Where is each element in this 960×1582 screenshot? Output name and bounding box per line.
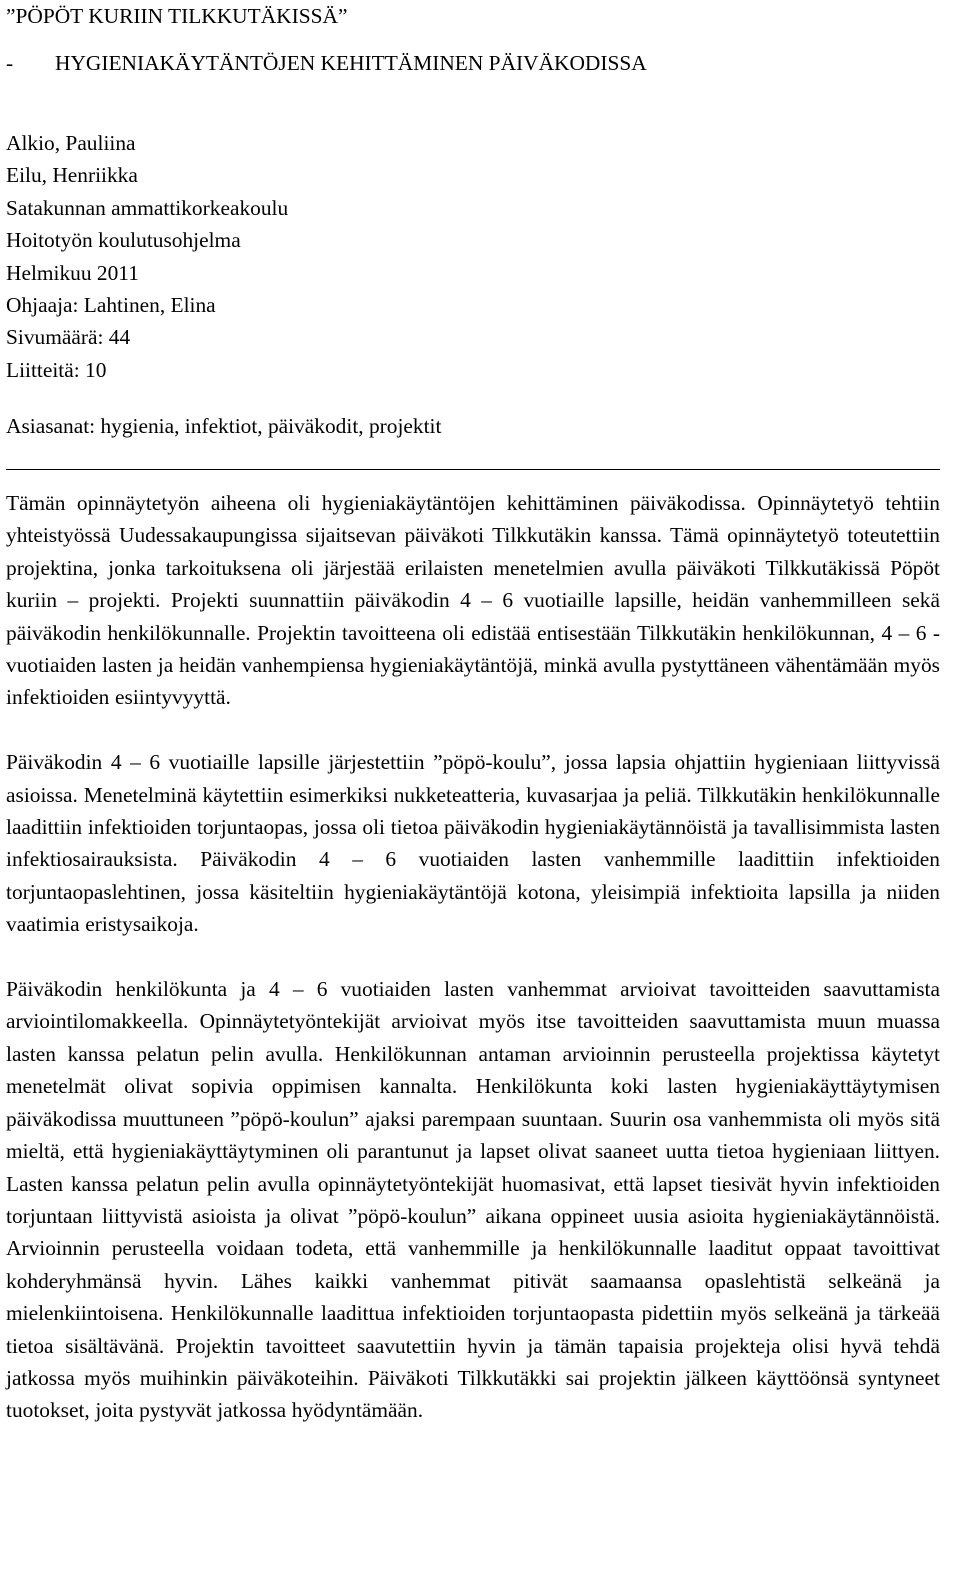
separator-rule xyxy=(6,469,940,470)
meta-page-count: Sivumäärä: 44 xyxy=(6,325,131,350)
meta-supervisor: Ohjaaja: Lahtinen, Elina xyxy=(6,292,216,317)
document-meta xyxy=(6,127,288,386)
meta-institution: Satakunnan ammattikorkeakoulu xyxy=(6,195,289,220)
meta-programme: Hoitotyön koulutusohjelma xyxy=(6,228,241,253)
meta-appendices: Liitteitä: 10 xyxy=(6,357,107,382)
subtitle-dash: - xyxy=(6,51,14,75)
document-keywords: Asiasanat: hygienia, infektiot, päiväkodit, projektit xyxy=(6,414,442,438)
document-subtitle: HYGIENIAKÄYTÄNTÖJEN KEHITTÄMINEN PÄIVÄKODISSA xyxy=(55,51,647,75)
abstract-body xyxy=(6,487,940,1427)
abstract-paragraph-2: Päiväkodin 4 – 6 vuotiaille lapsille järjestettiin ”pöpö-koulu”, jossa lapsia ohjattiin hygieniaan liittyvissä asioissa. Menetelminä käytettiin esimerkiksi nukketeatteria, kuvasarjaa ja peliä. Tilkkutäkin henkilökunnalle laadittiin infektioiden torjuntaopas, jossa oli tietoa päiväkodin hygieniakäytännöistä ja tavallisimmista lasten infektiosairauksista. Päiväkodin 4 – 6 vuotiaiden lasten vanhemmille laadittiin infektioiden torjuntaopaslehtinen, jossa käsiteltiin hygieniakäytäntöjä kotona, yleisimpiä infektioita lapsilla ja niiden vaatimia eristysaikoja. xyxy=(6,750,940,937)
meta-authors-2: Eilu, Henriikka xyxy=(6,163,138,188)
document-title: ”PÖPÖT KURIIN TILKKUTÄKISSÄ” xyxy=(6,4,348,28)
meta-date: Helmikuu 2011 xyxy=(6,260,139,285)
abstract-paragraph-3: Päiväkodin henkilökunta ja 4 – 6 vuotiaiden lasten vanhemmat arvioivat tavoitteiden saavuttamista arviointilomakkeella. Opinnäytetyöntekijät arvioivat myös itse tavoitteiden saavuttamista muun muassa lasten kanssa pelatun pelin avulla. Henkilökunnan antaman arvioinnin perusteella projektissa käytetyt menetelmät olivat sopivia oppimisen kannalta. Henkilökunta koki lasten hygieniakäyttäytymisen päiväkodissa muuttuneen ”pöpö-koulun” ajaksi parempaan suuntaan. Suurin osa vanhemmista oli myös sitä mieltä, että hygieniakäyttäytyminen oli parantunut ja lapset olivat saaneet uutta tietoa hygieniaan liittyen. Lasten kanssa pelatun pelin avulla opinnäytetyöntekijät huomasivat, että lapset tiesivät hyvin infektioiden torjuntaan liittyvistä asioista ja olivat ”pöpö-koulun” aikana oppineet uusia asioita hygieniakäytännöistä. Arvioinnin perusteella voidaan todeta, että vanhemmille ja henkilökunnalle laaditut oppaat tavoittivat kohderyhmänsä hyvin. Lähes kaikki vanhemmat pitivät saamaansa opaslehtistä selkeänä ja mielenkiintoisena. Henkilökunnalle laadittua infektioiden torjuntaopasta pidettiin myös selkeänä ja tärkeää tietoa sisältävänä. Projektin tavoitteet saavutettiin hyvin ja tämän tapaisia projekteja olisi hyvä tehdä jatkossa myös muihinkin päiväkoteihin. Päiväkoti Tilkkutäkki sai projektin jälkeen käyttöönsä syntyneet tuotokset, joita pystyvät jatkossa hyödyntämään. xyxy=(6,977,940,1423)
meta-authors-1: Alkio, Pauliina xyxy=(6,131,136,155)
abstract-paragraph-1: Tämän opinnäytetyön aiheena oli hygieniakäytäntöjen kehittäminen päiväkodissa. Opinnäytetyö tehtiin yhteistyössä Uudessakaupungissa sijaitsevan päiväkoti Tilkkutäkin kanssa. Tämä opinnäytetyö toteutettiin projektina, jonka tarkoituksena oli järjestää erilaisten menetelmien avulla päiväkoti Tilkkutäkissä Pöpöt kuriin – projekti. Projekti suunnattiin päiväkodin 4 – 6 vuotiaille lapsille, heidän vanhemmilleen sekä päiväkodin henkilökunnalle. Projektin tavoitteena oli edistää entisestään Tilkkutäkin henkilökunnan, 4 – 6 -vuotiaiden lasten ja heidän vanhempiensa hygieniakäytäntöjä, minkä avulla pystyttäneen vähentämään myös infektioiden esiintyvyyttä. xyxy=(6,491,940,710)
